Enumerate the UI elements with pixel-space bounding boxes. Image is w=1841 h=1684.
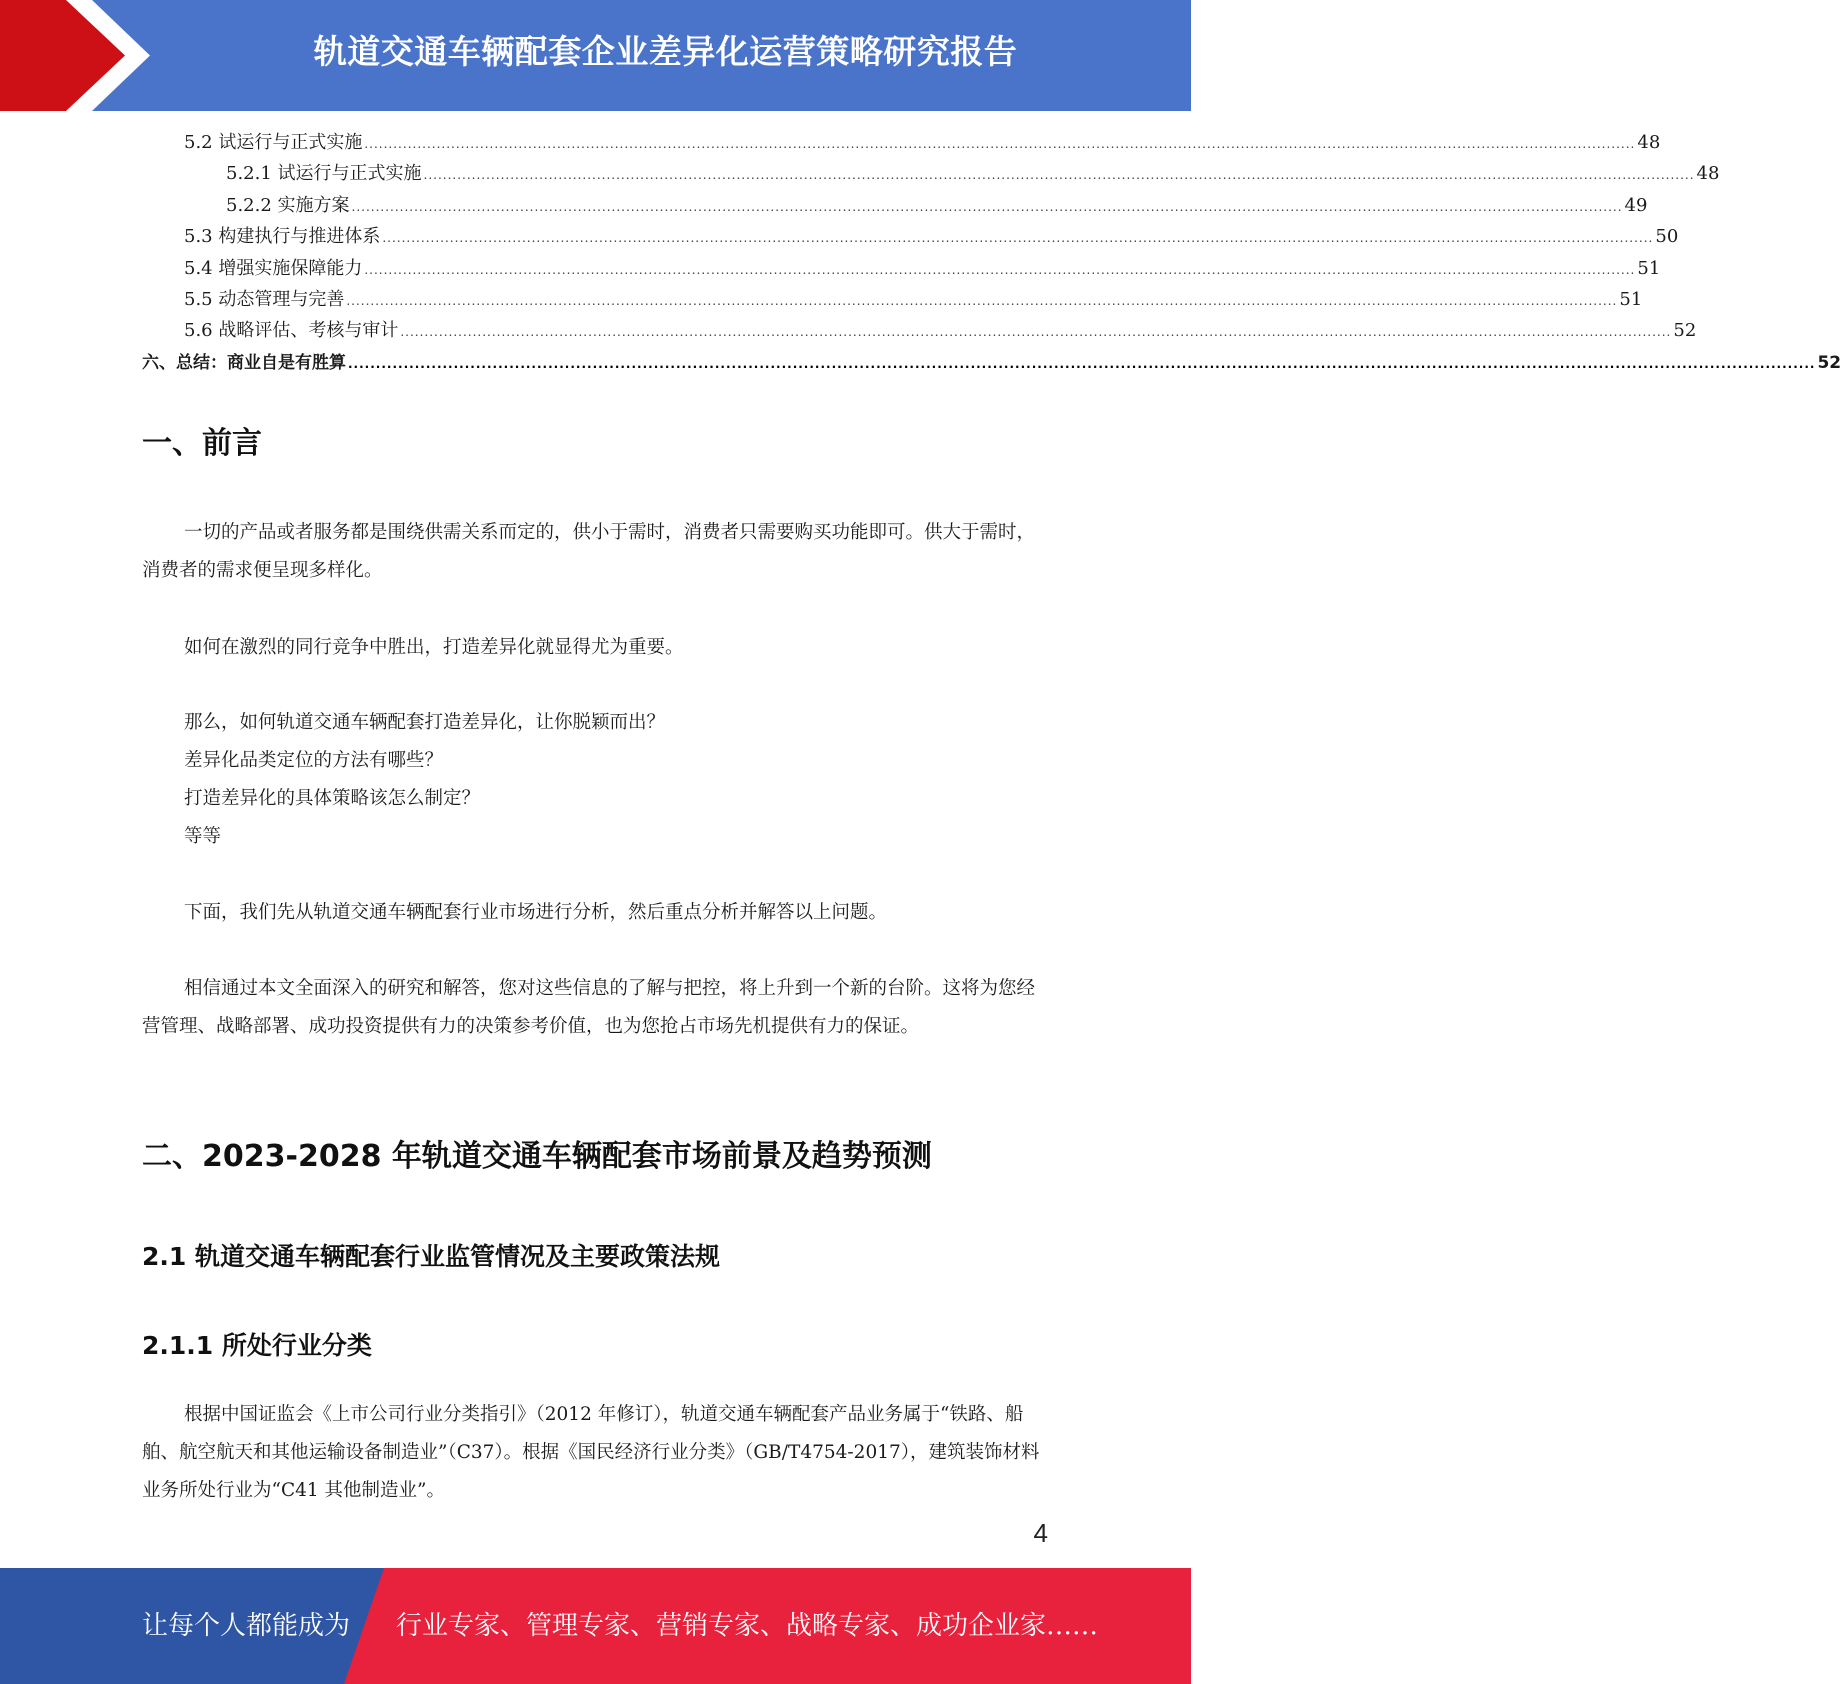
- toc-entry-page: 51: [1619, 288, 1643, 310]
- toc-leader: ........................................................................................................................................................................................................................................................................: [400, 325, 1672, 340]
- toc-entry-page: 48: [1696, 163, 1720, 185]
- toc-leader: ........................................................................................................................................................................................................................................................................: [364, 262, 1636, 277]
- toc-entry-page: 50: [1655, 226, 1679, 248]
- body-paragraph: 下面，我们先从轨道交通车辆配套行业市场进行分析，然后重点分析并解答以上问题。: [184, 902, 888, 923]
- toc-leader: ........................................................................................................................................................................................................................................................................: [348, 356, 1816, 371]
- page-header: [0, 0, 1191, 111]
- toc-entry-label: 5.3 构建执行与推进体系: [184, 226, 381, 248]
- toc-entry[interactable]: [142, 222, 1679, 253]
- toc-leader: ........................................................................................................................................................................................................................................................................: [364, 137, 1636, 151]
- toc-entry-page: 52: [1817, 352, 1841, 373]
- toc-leader: ........................................................................................................................................................................................................................................................................: [346, 293, 1618, 308]
- body-paragraph: 一切的产品或者服务都是围绕供需关系而定的，供小于需时，消费者只需要购买功能即可。供大于需时，消费者的需求便呈现多样化。: [142, 522, 1036, 581]
- toc-entry-page: 52: [1673, 320, 1697, 342]
- section-heading-preface: 一、前言: [142, 426, 262, 461]
- toc-entry[interactable]: [142, 191, 1648, 222]
- body-paragraph: 那么，如何轨道交通车辆配套打造差异化，让你脱颖而出？: [184, 712, 666, 733]
- subsection-heading-regulation: 2.1 轨道交通车辆配套行业监管情况及主要政策法规: [142, 1242, 720, 1271]
- toc-entry-page: 51: [1637, 257, 1661, 279]
- body-paragraph: 如何在激烈的同行竞争中胜出，打造差异化就显得尤为重要。: [184, 637, 684, 658]
- page-number: 4: [1033, 1518, 1048, 1548]
- report-title: 轨道交通车辆配套企业差异化运营策略研究报告: [313, 32, 1018, 71]
- body-paragraph: 等等: [184, 826, 222, 847]
- body-paragraph: 差异化品类定位的方法有哪些？: [184, 750, 444, 771]
- toc-entry[interactable]: [142, 159, 1720, 190]
- header-arrow-decoration: [0, 0, 170, 111]
- toc-entry-label: 5.2 试运行与正式实施: [184, 132, 363, 153]
- toc-entry[interactable]: [142, 128, 1661, 159]
- toc-entry[interactable]: [142, 285, 1643, 316]
- toc-entry-label: 5.2.1 试运行与正式实施: [226, 163, 422, 185]
- footer-slogan-right: 行业专家、管理专家、营销专家、战略专家、成功企业家……: [396, 1611, 1099, 1641]
- toc-entry-chapter[interactable]: [142, 348, 1841, 379]
- toc-entry-label: 六、总结：商业自是有胜算: [142, 352, 346, 373]
- toc-leader: ........................................................................................................................................................................................................................................................................: [382, 231, 1654, 246]
- body-paragraph: 相信通过本文全面深入的研究和解答，您对这些信息的了解与把控，将上升到一个新的台阶。这将为您经营管理、战略部署、成功投资提供有力的决策参考价值，也为您抢占市场先机提供有力的保证。: [142, 978, 1036, 1037]
- toc-entry-page: 48: [1637, 132, 1661, 153]
- toc-entry-label: 5.4 增强实施保障能力: [184, 257, 363, 279]
- toc-entry-label: 5.6 战略评估、考核与审计: [184, 320, 399, 342]
- body-paragraph: 根据中国证监会《上市公司行业分类指引》（2012 年修订），轨道交通车辆配套产品业务属于“铁路、船舶、航空航天和其他运输设备制造业”（C37）。根据《国民经济行业分类》（GB/T4754-2017），建筑装饰材料业务所处行业为“C41 其他制造业”。: [142, 1404, 1040, 1501]
- toc-entry[interactable]: [142, 316, 1697, 347]
- footer-slogan-left: 让每个人都能成为: [142, 1611, 351, 1641]
- toc-entry-label: 5.5 动态管理与完善: [184, 288, 345, 310]
- page-footer: [0, 1568, 1191, 1684]
- toc-entry-label: 5.2.2 实施方案: [226, 194, 350, 216]
- toc-entry-page: 49: [1624, 194, 1648, 216]
- toc-leader: ........................................................................................................................................................................................................................................................................: [351, 199, 1623, 214]
- toc-leader: ........................................................................................................................................................................................................................................................................: [423, 168, 1695, 183]
- body-paragraph: 打造差异化的具体策略该怎么制定？: [184, 788, 481, 809]
- section-heading-market-forecast: 二、2023-2028 年轨道交通车辆配套市场前景及趋势预测: [142, 1139, 932, 1174]
- subsubsection-heading-industry-class: 2.1.1 所处行业分类: [142, 1331, 372, 1360]
- toc-entry[interactable]: [142, 254, 1661, 285]
- table-of-contents: [142, 128, 1841, 379]
